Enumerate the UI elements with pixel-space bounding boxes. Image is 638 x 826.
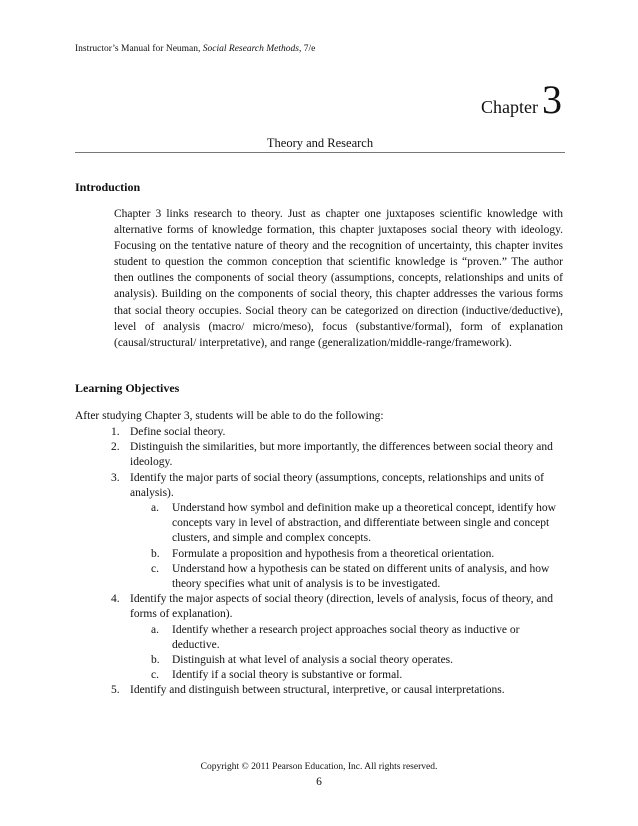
sub-objective-letter: b.: [151, 654, 160, 667]
introduction-heading: Introduction: [75, 180, 141, 194]
title-rule: [75, 152, 565, 153]
objective-number: 5.: [111, 684, 120, 697]
objective-item: [75, 592, 565, 622]
objective-item: [75, 440, 565, 470]
sub-objective-text: Formulate a proposition and hypothesis from a theoretical orientation.: [172, 547, 495, 560]
chapter-word: Chapter: [481, 97, 538, 117]
objective-text: Distinguish the similarities, but more importantly, the differences between social theory and ideology.: [130, 441, 553, 469]
chapter-heading: [481, 77, 562, 122]
objective-text: Identify the major parts of social theory (assumptions, concepts, relationships and units of analysis).: [130, 471, 544, 499]
objective-number: 3.: [111, 471, 120, 484]
sub-objective-letter: c.: [151, 562, 159, 575]
objective-item: [75, 471, 565, 501]
learning-objectives-heading: Learning Objectives: [75, 381, 180, 395]
sub-objective-text: Understand how a hypothesis can be stated on different units of analysis, and how theory specifies what unit of analysis is to be investigated.: [172, 562, 550, 591]
introduction-body: Chapter 3 links research to theory. Just as chapter one juxtaposes scientific knowledge with alternative forms of knowledge formation, this chapter juxtaposes social theory with ideology. Focusing on the tentative nature of theory and the recognition of uncertainty, this chapter invites student to question the common conception that scientific knowledge is “proven.” The author then outlines the components of social theory (assumptions, concepts, relationships and units of analysis). Building on the components of social theory, this chapter addresses the various forms that social theory occupies. Social theory can be categorized on direction (inductive/deductive), level of analysis (macro/ micro/meso), focus (substantive/formal), form of explanation (causal/structural/ interpretative), and range (generalization/middle-range/framework).: [114, 208, 563, 349]
sub-objective-letter: a.: [151, 502, 159, 515]
header-suffix: , 7/e: [299, 44, 316, 54]
chapter-title: Theory and Research: [266, 136, 374, 150]
running-header: [75, 44, 315, 54]
objective-text: Define social theory.: [130, 426, 226, 438]
objectives-list: [75, 425, 565, 699]
sub-objective-item: [75, 501, 565, 547]
sub-objective-item: [75, 562, 565, 592]
sub-objective-text: Distinguish at what level of analysis a social theory operates.: [172, 654, 454, 667]
sub-objective-letter: a.: [151, 623, 159, 636]
sub-objective-item: [75, 623, 565, 653]
sub-objective-letter: b.: [151, 547, 160, 560]
sub-objective-item: [75, 653, 565, 668]
objective-text: Identify the major aspects of social theory (direction, levels of analysis, focus of theory, and forms of explanation).: [130, 593, 554, 621]
sub-objective-text: Identify if a social theory is substantive or formal.: [172, 669, 403, 682]
copyright-footer: Copyright © 2011 Pearson Education, Inc. All rights reserved.: [200, 762, 438, 772]
sub-objective-text: Understand how symbol and definition make up a theoretical concept, identify how concepts vary in level of abstraction, and differentiate between single and concept clusters, and simple and complex concepts.: [172, 502, 556, 545]
objective-item: [75, 683, 565, 698]
objective-number: 2.: [111, 441, 120, 454]
sub-objective-letter: c.: [151, 669, 159, 682]
header-prefix: Instructor’s Manual for Neuman,: [75, 44, 203, 54]
objective-number: 4.: [111, 593, 120, 606]
sub-objective-item: [75, 547, 565, 562]
chapter-number: 3: [542, 77, 562, 122]
objective-item: [75, 425, 565, 440]
page-number: 6: [316, 776, 322, 788]
objectives-lead: After studying Chapter 3, students will be able to do the following:: [75, 410, 384, 422]
objective-number: 1.: [111, 426, 120, 438]
objective-text: Identify and distinguish between structural, interpretive, or causal interpretations.: [130, 684, 505, 697]
sub-objective-text: Identify whether a research project approaches social theory as inductive or deductive.: [172, 623, 520, 651]
sub-objective-item: [75, 668, 565, 683]
header-book-title: Social Research Methods: [202, 44, 299, 54]
